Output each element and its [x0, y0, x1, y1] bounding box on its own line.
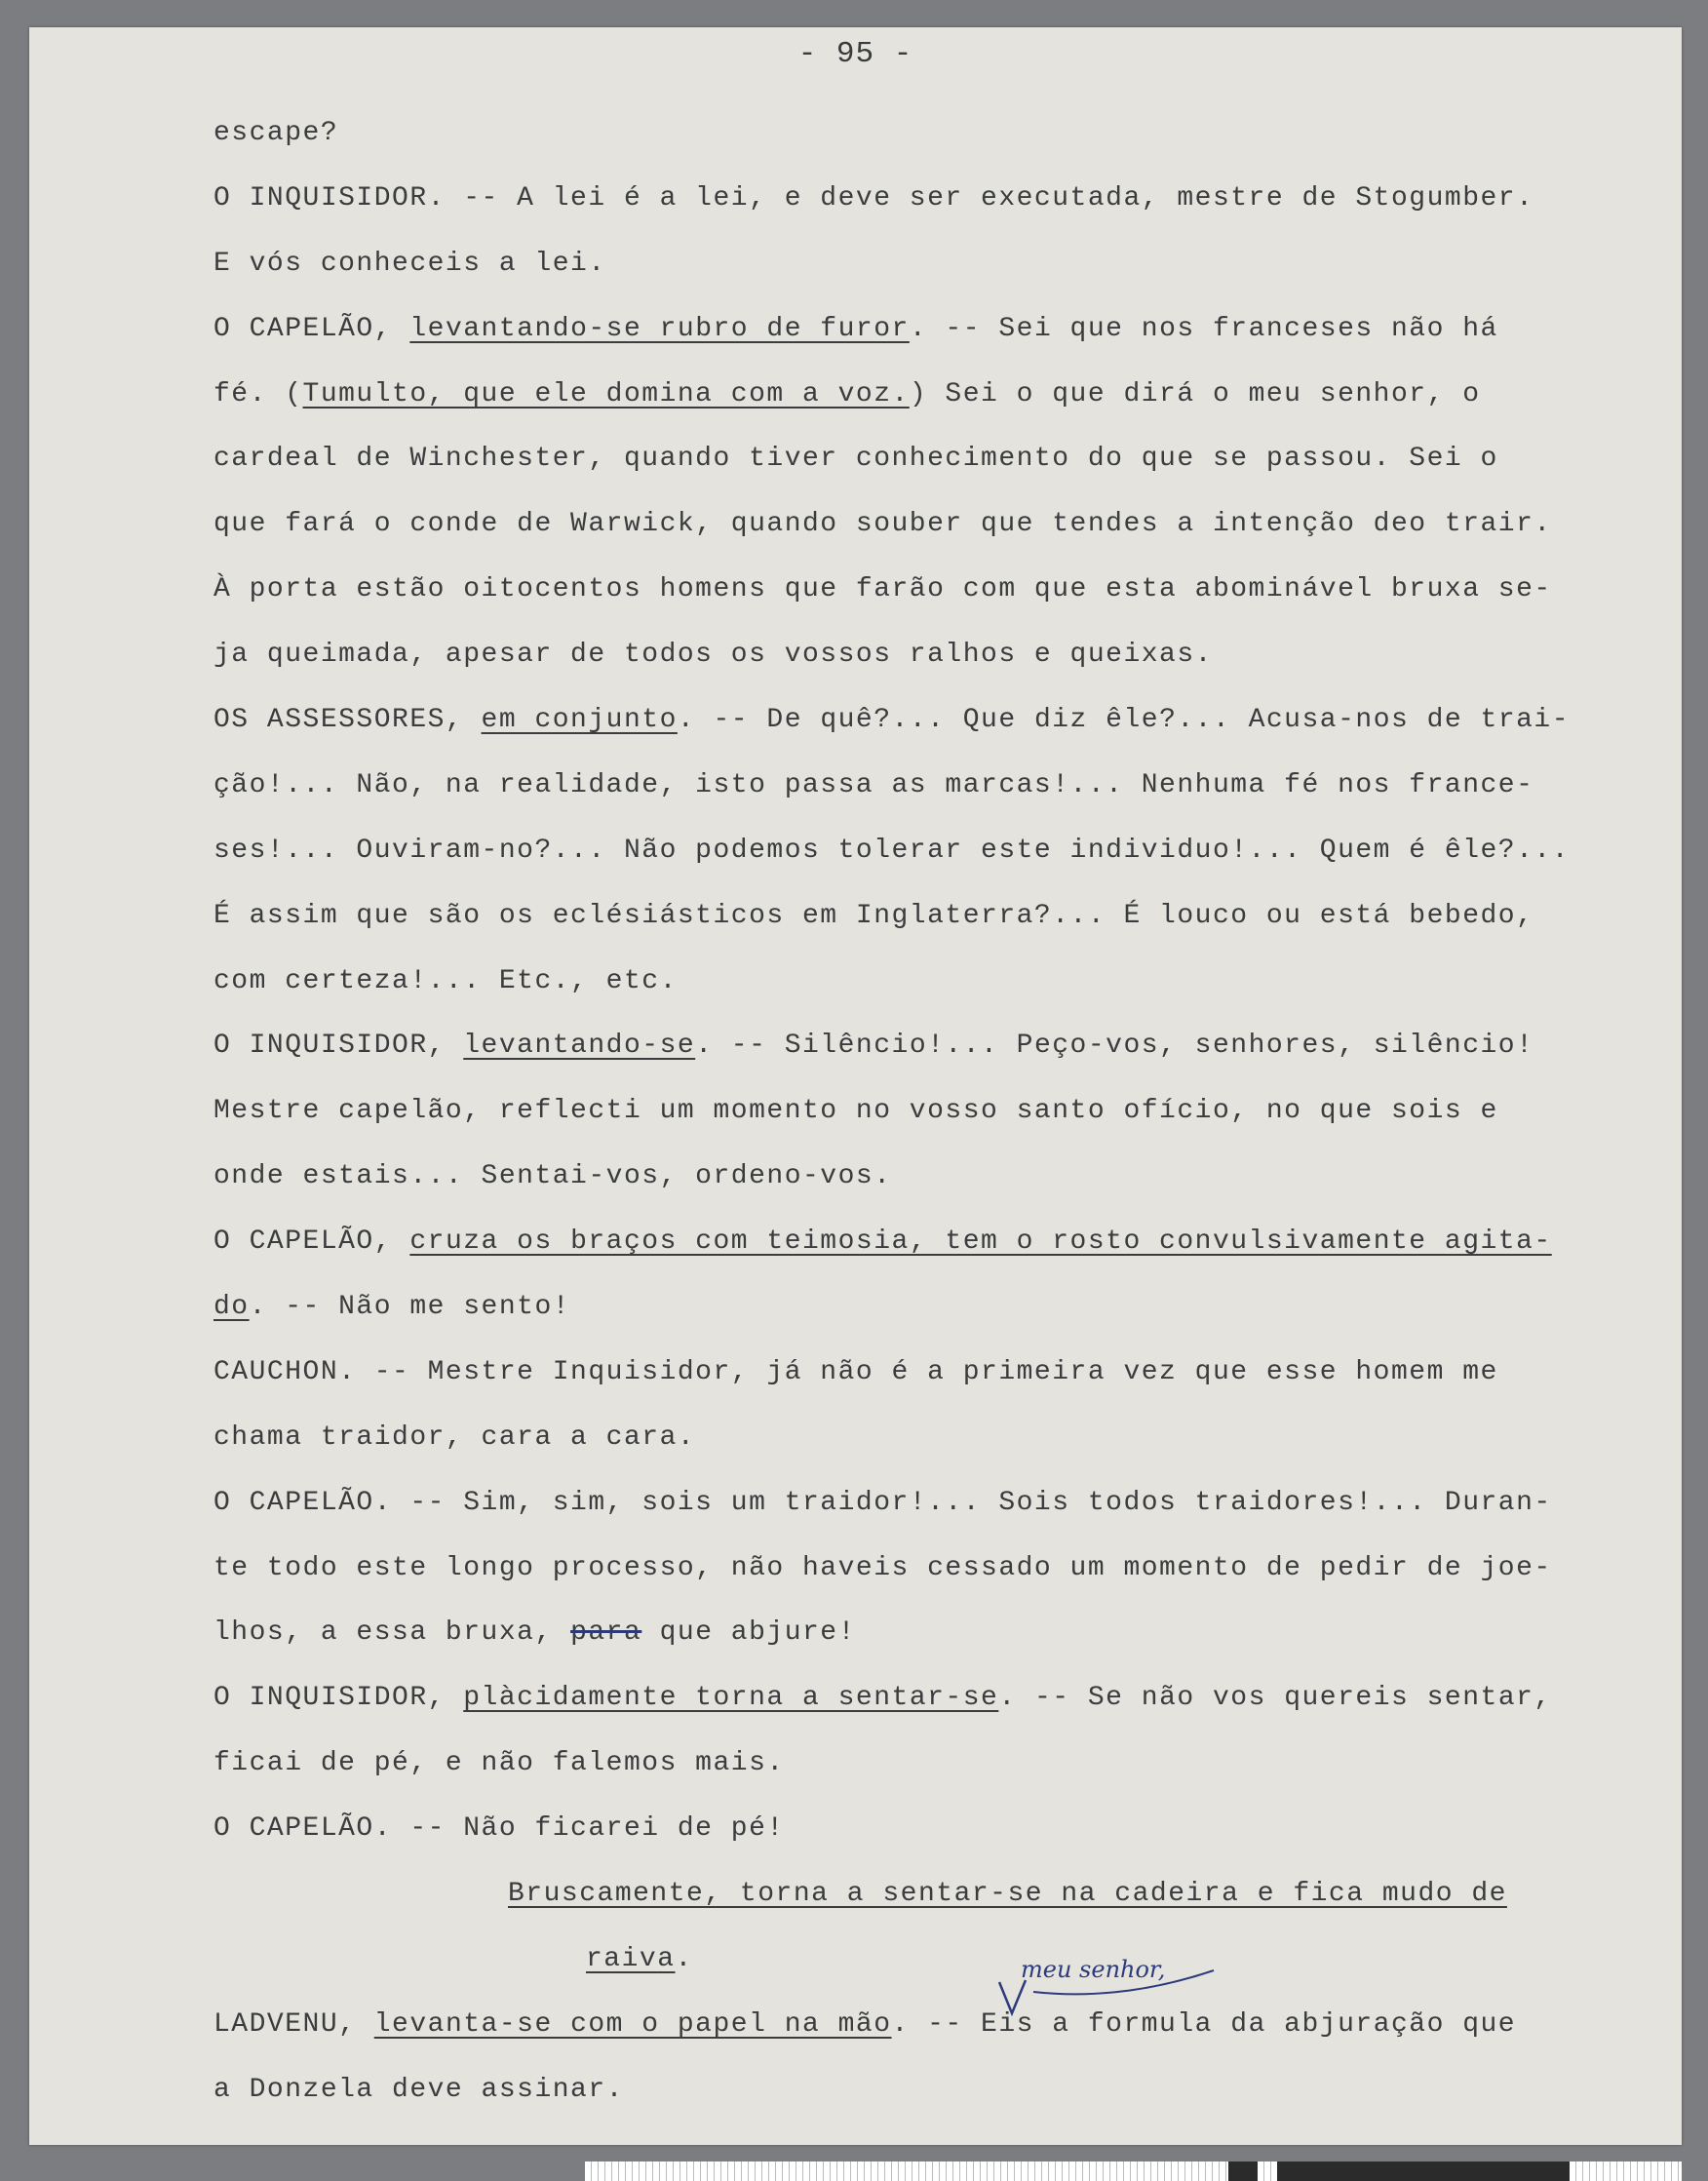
line-segment: ção!... Não, na realidade, isto passa as marcas!... Nenhuma fé nos france-: [214, 769, 1534, 800]
text-line: [214, 297, 1656, 363]
line-segment: O INQUISIDOR,: [214, 1031, 464, 1062]
line-segment: lhos, a essa bruxa,: [214, 1617, 571, 1649]
line-segment: O INQUISIDOR,: [214, 1683, 464, 1714]
text-line: [214, 1014, 1656, 1079]
text-line: [214, 1928, 1656, 1993]
line-segment: com certeza!... Etc., etc.: [214, 965, 678, 996]
line-segment: E vós conheceis a lei.: [214, 248, 606, 279]
underlined-stage-direction: do: [214, 1292, 250, 1323]
text-line: [214, 1210, 1656, 1275]
line-segment: ficai de pé, e não falemos mais.: [214, 1748, 785, 1779]
line-segment: chama traidor, cara a cara.: [214, 1422, 696, 1453]
line-segment: . -- Sei que nos franceses não há: [909, 313, 1498, 344]
page-number: - 95 -: [797, 37, 913, 71]
underlined-stage-direction: plàcidamente torna a sentar-se: [463, 1683, 999, 1714]
line-segment: É assim que são os eclésiásticos em Inglaterra?... É louco ou está bebedo,: [214, 900, 1534, 931]
text-line: [214, 1471, 1656, 1537]
text-line: [214, 623, 1656, 688]
line-segment: ) Sei o que dirá o meu senhor, o: [909, 378, 1481, 409]
text-line: [214, 1797, 1656, 1862]
line-segment: OS ASSESSORES,: [214, 705, 482, 736]
line-segment: O CAPELÃO,: [214, 313, 410, 344]
line-segment: ja queimada, apesar de todos os vossos ralhos e queixas.: [214, 640, 1213, 671]
typed-text-body: [214, 101, 1656, 2123]
line-segment: Mestre capelão, reflecti um momento no vosso santo ofício, no que sois e: [214, 1096, 1498, 1127]
text-line: [214, 363, 1656, 428]
text-line: [214, 232, 1656, 297]
text-line: [214, 950, 1656, 1015]
line-segment: ses!... Ouviram-no?... Não podemos tolerar este individuo!... Quem é êle?...: [214, 835, 1571, 866]
struck-word: para: [570, 1617, 642, 1649]
text-line: [214, 1862, 1656, 1928]
underlined-stage-direction: raiva: [586, 1943, 676, 1974]
text-line: [214, 884, 1656, 950]
text-line: [214, 427, 1656, 492]
text-line: [214, 1601, 1656, 1666]
text-line: [214, 688, 1656, 754]
line-segment: O CAPELÃO. -- Sim, sim, sois um traidor!... Sois todos traidores!... Duran-: [214, 1487, 1552, 1518]
text-line: [214, 1993, 1656, 2058]
line-segment: que fará o conde de Warwick, quando souber que tendes a intenção deo trair.: [214, 509, 1552, 540]
line-segment: escape?: [214, 118, 339, 148]
line-segment: . -- Eis a formula da abjuração que: [891, 2008, 1517, 2040]
underlined-stage-direction: Bruscamente, torna a sentar-se na cadeira e fica mudo de: [508, 1879, 1507, 1910]
text-line: [214, 2058, 1656, 2123]
text-line: [214, 1537, 1656, 1602]
handwritten-annotation: meu senhor,: [1021, 1956, 1166, 1983]
text-line: [214, 1732, 1656, 1797]
line-segment: O CAPELÃO,: [214, 1227, 410, 1258]
line-segment: onde estais... Sentai-vos, ordeno-vos.: [214, 1161, 892, 1192]
underlined-stage-direction: em conjunto: [481, 705, 678, 736]
text-line: [214, 558, 1656, 623]
underlined-stage-direction: levantando-se: [463, 1031, 696, 1062]
underlined-stage-direction: levantando-se rubro de furor: [409, 313, 910, 344]
line-segment: fé. (: [214, 378, 303, 409]
line-segment: O CAPELÃO. -- Não ficarei de pé!: [214, 1813, 785, 1845]
line-segment: LADVENU,: [214, 2008, 374, 2040]
underlined-stage-direction: levanta-se com o papel na mão: [373, 2008, 892, 2040]
underlined-stage-direction: cruza os braços com teimosia, tem o rosto convulsivamente agita-: [409, 1227, 1552, 1258]
text-line: [214, 1666, 1656, 1732]
line-segment: CAUCHON. -- Mestre Inquisidor, já não é a primeira vez que esse homem me: [214, 1356, 1498, 1387]
line-segment: cardeal de Winchester, quando tiver conhecimento do que se passou. Sei o: [214, 444, 1498, 475]
text-line: [214, 1145, 1656, 1210]
line-segment: . -- Silêncio!... Peço-vos, senhores, silêncio!: [695, 1031, 1534, 1062]
line-segment: .: [675, 1943, 693, 1974]
text-line: [214, 492, 1656, 558]
line-segment: . -- Não me sento!: [249, 1292, 571, 1323]
text-line: [214, 101, 1656, 167]
text-line: [214, 1341, 1656, 1406]
line-segment: . -- Se não vos quereis sentar,: [998, 1683, 1552, 1714]
line-segment: À porta estão oitocentos homens que farão com que esta abominável bruxa se-: [214, 574, 1552, 605]
line-segment: a Donzela deve assinar.: [214, 2074, 624, 2105]
scale-ruler: [585, 2162, 1682, 2181]
line-segment: . -- De quê?... Que diz êle?... Acusa-nos de trai-: [677, 705, 1571, 736]
line-segment: que abjure!: [641, 1617, 856, 1649]
text-line: [214, 1406, 1656, 1471]
text-line: [214, 167, 1656, 232]
line-segment: te todo este longo processo, não haveis cessado um momento de pedir de joe-: [214, 1552, 1552, 1583]
text-line: [214, 819, 1656, 884]
underlined-stage-direction: Tumulto, que ele domina com a voz.: [302, 378, 910, 409]
text-line: [214, 754, 1656, 819]
line-segment: O INQUISIDOR. -- A lei é a lei, e deve ser executada, mestre de Stogumber.: [214, 182, 1534, 214]
text-line: [214, 1079, 1656, 1145]
text-line: [214, 1275, 1656, 1341]
document-page: [29, 27, 1682, 2145]
